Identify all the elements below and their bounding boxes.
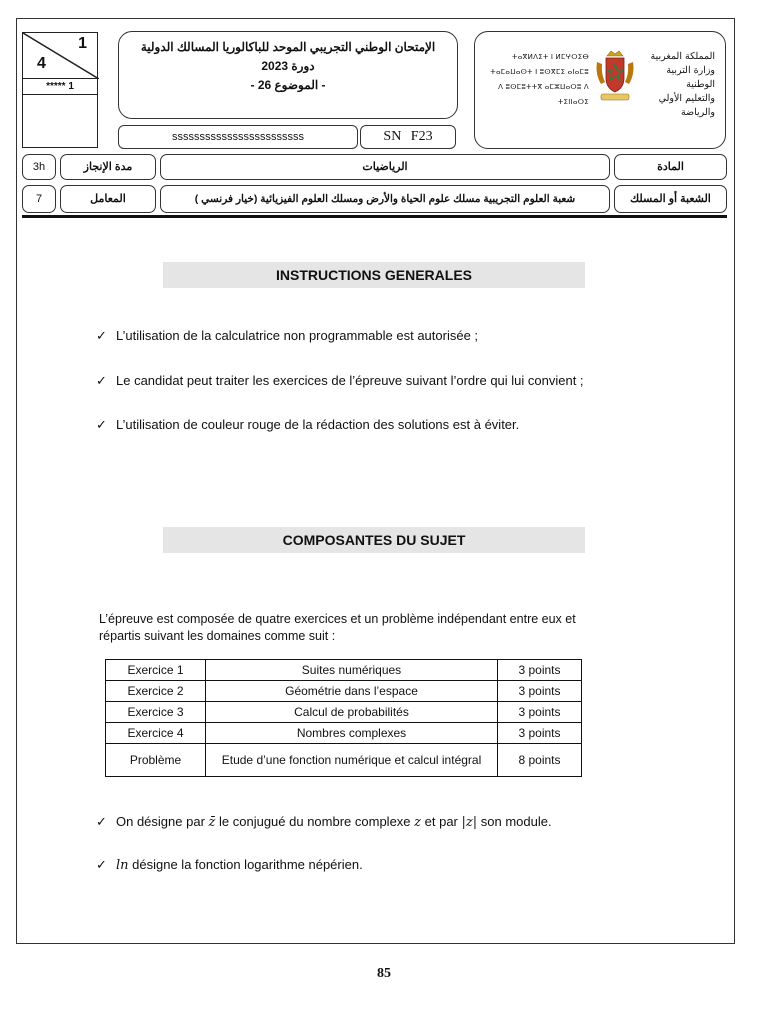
points-cell: 3 points xyxy=(498,660,582,681)
exercise-cell: Problème xyxy=(106,744,206,777)
check-icon: ✓ xyxy=(96,417,107,432)
domain-cell: Etude d’une fonction numérique et calcul intégral xyxy=(206,744,498,777)
composantes-intro: L’épreuve est composée de quatre exercices et un problème indépendant entre eux et répartis suivant les domaines comme suit : xyxy=(99,612,576,643)
check-icon: ✓ xyxy=(96,857,107,872)
page-number: 85 xyxy=(377,966,391,981)
exercise-cell: Exercice 1 xyxy=(106,660,206,681)
note-logarithm xyxy=(96,857,363,873)
domain-cell: Calcul de probabilités xyxy=(206,702,498,723)
page-index: 1 xyxy=(78,35,87,52)
instruction-text: L’utilisation de la calculatrice non programmable est autorisée ; xyxy=(116,328,479,343)
check-icon: ✓ xyxy=(96,328,107,343)
note-text: On désigne par xyxy=(116,814,205,829)
table-row xyxy=(106,660,582,681)
page-counter-box xyxy=(22,32,98,148)
note-conjugate xyxy=(96,814,552,830)
coefficient-value: 7 xyxy=(22,185,56,213)
diagonal-divider xyxy=(23,33,99,79)
stars-label: ***** 1 xyxy=(23,79,97,95)
tifinagh-line1: ⵜⴰⴳⵍⴷⵉⵜ ⵏ ⵍⵎⵖⵔⵉⴱ xyxy=(512,54,589,61)
composantes-title: COMPOSANTES DU SUJET xyxy=(163,527,585,553)
duration-value: 3h xyxy=(22,154,56,180)
tifinagh-line3: ⴷ ⵓⵙⵎⵓⵜⵜⴳ ⴰⵎⵣⵡⴰⵔⵓ ⴷ ⵜⵉⵏⵏⴰⵔⵉ xyxy=(498,84,589,106)
branch-label: الشعبة أو المسلك xyxy=(614,185,727,213)
exercise-cell: Exercice 4 xyxy=(106,723,206,744)
note-text: le conjugué du nombre complexe xyxy=(219,814,411,829)
branch-value: شعبة العلوم التجريبية مسلك علوم الحياة والأرض ومسلك العلوم الفيزيائية (خيار فرنسي ) xyxy=(160,185,610,213)
note-text: et par xyxy=(424,814,458,829)
exam-title-line1: الإمتحان الوطني التجريبي الموحد للباكالوريا المسالك الدولية xyxy=(140,40,436,54)
points-cell: 8 points xyxy=(498,744,582,777)
table-row xyxy=(106,723,582,744)
table-row xyxy=(106,681,582,702)
check-icon: ✓ xyxy=(96,814,107,829)
exercise-cell: Exercice 2 xyxy=(106,681,206,702)
domain-cell: Suites numériques xyxy=(206,660,498,681)
points-cell: 3 points xyxy=(498,681,582,702)
coefficient-label: المعامل xyxy=(60,185,156,213)
points-cell: 3 points xyxy=(498,702,582,723)
points-cell: 3 points xyxy=(498,723,582,744)
instruction-item xyxy=(96,417,519,433)
ministry-logo-box xyxy=(474,31,726,149)
exercise-cell: Exercice 3 xyxy=(106,702,206,723)
z-symbol: z xyxy=(414,815,422,830)
check-icon: ✓ xyxy=(96,373,107,388)
ministry-line2: وزارة التربية الوطنية xyxy=(666,65,715,90)
table-row xyxy=(106,744,582,777)
exam-title-box xyxy=(118,31,458,119)
exam-reference: SN F23 xyxy=(360,125,456,149)
instructions-title: INSTRUCTIONS GENERALES xyxy=(163,262,585,288)
instruction-text: Le candidat peut traiter les exercices de l’épreuve suivant l’ordre qui lui convient ; xyxy=(116,373,584,388)
coat-of-arms-icon xyxy=(593,48,637,104)
note-text: désigne la fonction logarithme népérien. xyxy=(132,857,363,872)
table-row xyxy=(106,702,582,723)
zbar-symbol: z̄ xyxy=(208,815,216,830)
note-text: son module. xyxy=(480,814,552,829)
ln-symbol: ln xyxy=(116,858,129,873)
tifinagh-text xyxy=(489,50,589,110)
candidate-code: ssssssssssssssssssssssss xyxy=(118,125,358,149)
exam-title-line3: - الموضوع 26 - xyxy=(250,78,326,92)
instruction-item xyxy=(96,328,478,344)
modulus-symbol: |z| xyxy=(461,815,478,830)
domain-cell: Nombres complexes xyxy=(206,723,498,744)
duration-label: مدة الإنجاز xyxy=(60,154,156,180)
domain-cell: Géométrie dans l’espace xyxy=(206,681,498,702)
subject-label: المادة xyxy=(614,154,727,180)
instruction-text: L’utilisation de couleur rouge de la rédaction des solutions est à éviter. xyxy=(116,417,520,432)
ministry-line1: المملكة المغربية xyxy=(650,51,715,62)
subject-value: الرياضيات xyxy=(160,154,610,180)
ministry-line3: والتعليم الأولي والرياضة xyxy=(658,93,715,118)
ministry-name xyxy=(641,50,715,120)
domains-table xyxy=(105,659,582,777)
page-total: 4 xyxy=(37,55,46,72)
page-counter-top xyxy=(23,33,97,79)
instruction-item xyxy=(96,373,584,389)
exam-title-line2: دورة 2023 xyxy=(261,59,315,73)
tifinagh-line2: ⵜⴰⵎⴰⵡⴰⵙⵜ ⵏ ⵓⵙⴳⵎⵉ ⴰⵏⴰⵎⵓ xyxy=(490,69,589,76)
header-rule xyxy=(22,215,727,218)
